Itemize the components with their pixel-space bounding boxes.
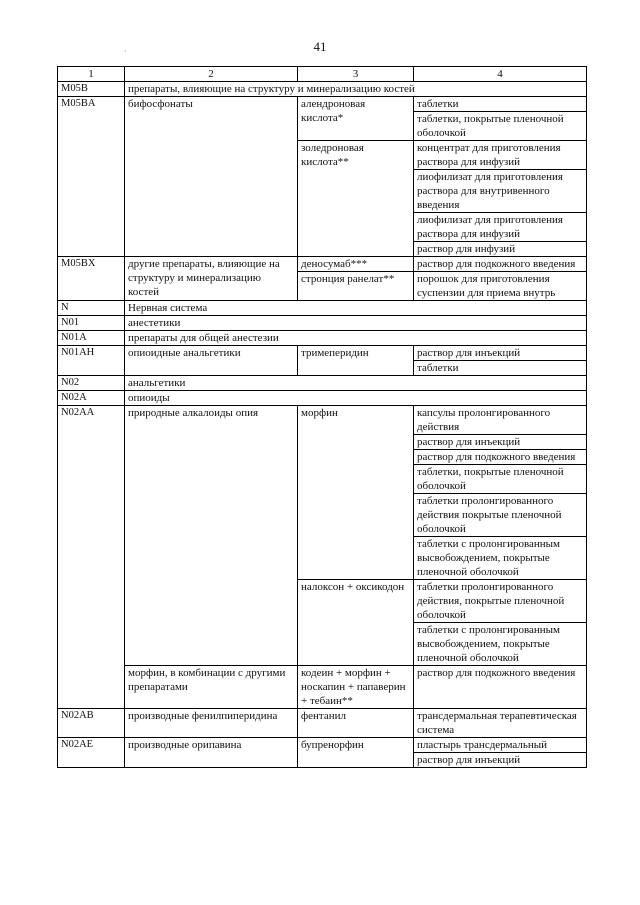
dosage-form: раствор для инъекций [414,435,587,450]
table-row [58,391,587,406]
atc-code: N02AB [58,709,125,738]
atc-code: N01AH [58,346,125,376]
dosage-form: таблетки с пролонгированным высвобождением, покрытые пленочной оболочкой [414,537,587,580]
table-header-row [58,67,587,82]
table-row [58,406,587,435]
drug-name: фентанил [298,709,414,738]
dosage-form: раствор для инъекций [414,346,587,361]
table-row [58,709,587,738]
header-cell: 1 [58,67,125,82]
group-name: производные орипавина [125,738,298,768]
header-cell: 2 [125,67,298,82]
group-name: Нервная система [125,301,587,316]
table-row [58,257,587,272]
dosage-form: раствор для подкожного введения [414,666,587,709]
group-name: бифосфонаты [125,97,298,257]
atc-code: N01 [58,316,125,331]
drug-name: налоксон + оксикодон [298,580,414,666]
dosage-form: концентрат для приготовления раствора для инфузий [414,141,587,170]
group-name: препараты для общей анестезии [125,331,587,346]
dosage-form: раствор для подкожного введения [414,450,587,465]
dosage-form: капсулы пролонгированного действия [414,406,587,435]
header-cell: 4 [414,67,587,82]
group-name: природные алкалоиды опия [125,406,298,666]
atc-code: N02AA [58,406,125,709]
drug-name: морфин [298,406,414,580]
group-name: анальгетики [125,376,587,391]
atc-code: N02A [58,391,125,406]
atc-code: N02 [58,376,125,391]
medication-table [57,66,587,768]
table-row [58,331,587,346]
header-cell: 3 [298,67,414,82]
page-number: 41 [313,39,327,54]
group-name: морфин, в комбинации с другими препаратами [125,666,298,709]
drug-name: золедроновая кислота** [298,141,414,257]
table-row [58,316,587,331]
table-row [58,97,587,112]
atc-code: N [58,301,125,316]
dosage-form: раствор для подкожного введения [414,257,587,272]
group-name: другие препараты, влияющие на структуру и минерализацию костей [125,257,298,301]
dosage-form: таблетки [414,97,587,112]
drug-name: деносумаб*** [298,257,414,272]
table-row [58,346,587,361]
dosage-form: таблетки, покрытые пленочной оболочкой [414,112,587,141]
dosage-form: таблетки с пролонгированным высвобождением, покрытые пленочной оболочкой [414,623,587,666]
group-name: анестетики [125,316,587,331]
stray-mark: · [124,47,127,56]
atc-code: N02AE [58,738,125,768]
atc-code: M05BX [58,257,125,301]
dosage-form: раствор для инфузий [414,242,587,257]
drug-name: стронция ранелат** [298,272,414,301]
group-name: производные фенилпиперидина [125,709,298,738]
dosage-form: таблетки, покрытые пленочной оболочкой [414,465,587,494]
dosage-form: трансдермальная терапевтическая система [414,709,587,738]
dosage-form: таблетки пролонгированного действия, покрытые пленочной оболочкой [414,580,587,623]
table-row [58,301,587,316]
group-name: опиоидные анальгетики [125,346,298,376]
table-row [58,376,587,391]
dosage-form: пластырь трансдермальный [414,738,587,753]
dosage-form: раствор для инъекций [414,753,587,768]
drug-name: бупренорфин [298,738,414,768]
atc-code: M05B [58,82,125,97]
table-row [58,666,587,709]
dosage-form: таблетки пролонгированного действия покрытые пленочной оболочкой [414,494,587,537]
group-name: опиоиды [125,391,587,406]
dosage-form: таблетки [414,361,587,376]
atc-code: N01A [58,331,125,346]
drug-name: тримеперидин [298,346,414,376]
dosage-form: порошок для приготовления суспензии для приема внутрь [414,272,587,301]
table-row [58,738,587,753]
group-name: препараты, влияющие на структуру и минерализацию костей [125,82,587,97]
dosage-form: лиофилизат для приготовления раствора для внутривенного введения [414,170,587,213]
dosage-form: лиофилизат для приготовления раствора для инфузий [414,213,587,242]
atc-code: M05BA [58,97,125,257]
table-row [58,82,587,97]
drug-name: алендроновая кислота* [298,97,414,141]
drug-name: кодеин + морфин + носкапин + папаверин + тебаин** [298,666,414,709]
